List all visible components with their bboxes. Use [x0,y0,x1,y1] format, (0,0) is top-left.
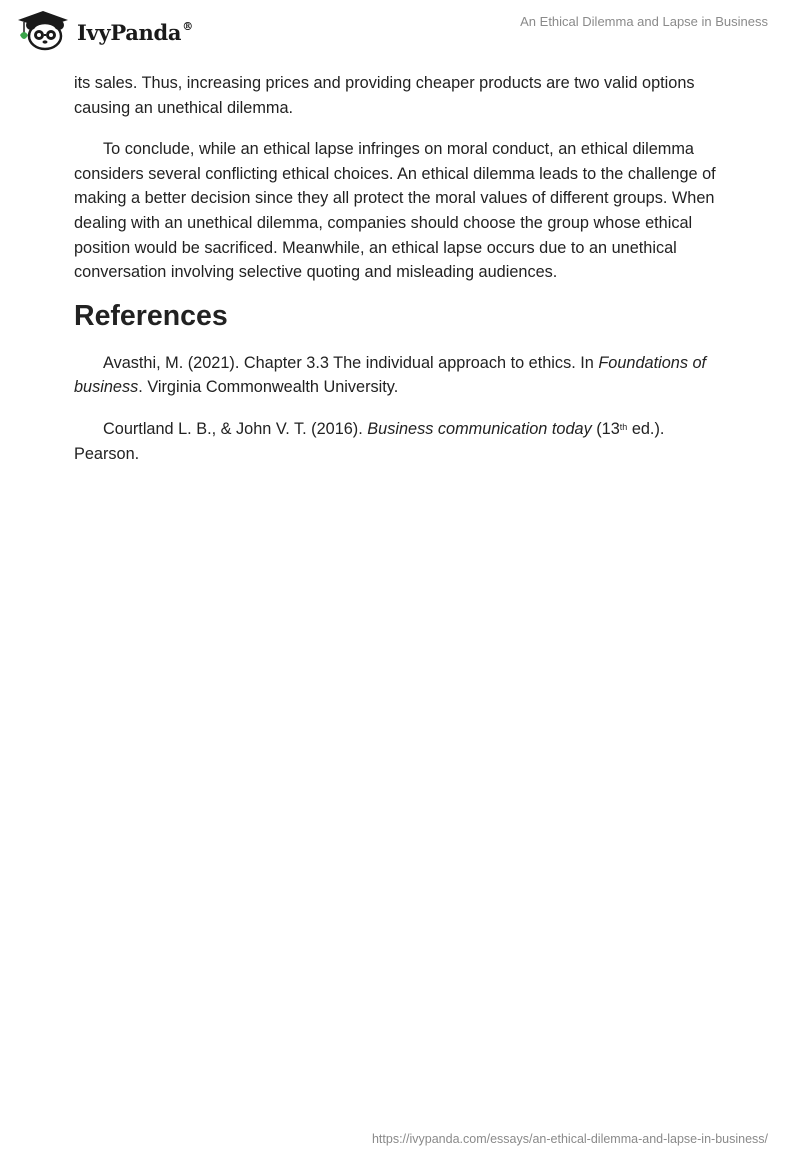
logo-wordmark: IvyPanda® [77,19,193,45]
references-heading: References [74,299,228,332]
registered-mark: ® [182,19,193,33]
reference-item: Avasthi, M. (2021). Chapter 3.3 The individual approach to ethics. In Foundations of business. Virginia Commonwealth University. [74,353,707,397]
source-url[interactable]: https://ivypanda.com/essays/an-ethical-dilemma-and-lapse-in-business/ [371,1132,768,1146]
continued-paragraph: its sales. Thus, increasing prices and providing cheaper products are two valid options causing an unethical dilemma. [74,74,695,117]
page-header [0,0,800,60]
document-body [74,71,734,483]
panda-graduate-icon [14,9,72,51]
conclusion-paragraph: To conclude, while an ethical lapse infringes on moral conduct, an ethical dilemma considers several conflicting ethical choices. An ethical dilemma leads to the challenge of making a better decision since they all protect the moral values of different groups. When dealing with an unethical dilemma, companies should choose the group whose ethical position would be sacrificed. Meanwhile, an ethical lapse occurs due to an unethical conversation involving selective quoting and misleading audiences. [74,140,716,282]
reference-item: Courtland L. B., & John V. T. (2016). Business communication today (13th ed.). Pearson. [74,419,665,463]
ivypanda-logo[interactable] [14,9,193,51]
running-title: An Ethical Dilemma and Lapse in Business [520,14,768,29]
